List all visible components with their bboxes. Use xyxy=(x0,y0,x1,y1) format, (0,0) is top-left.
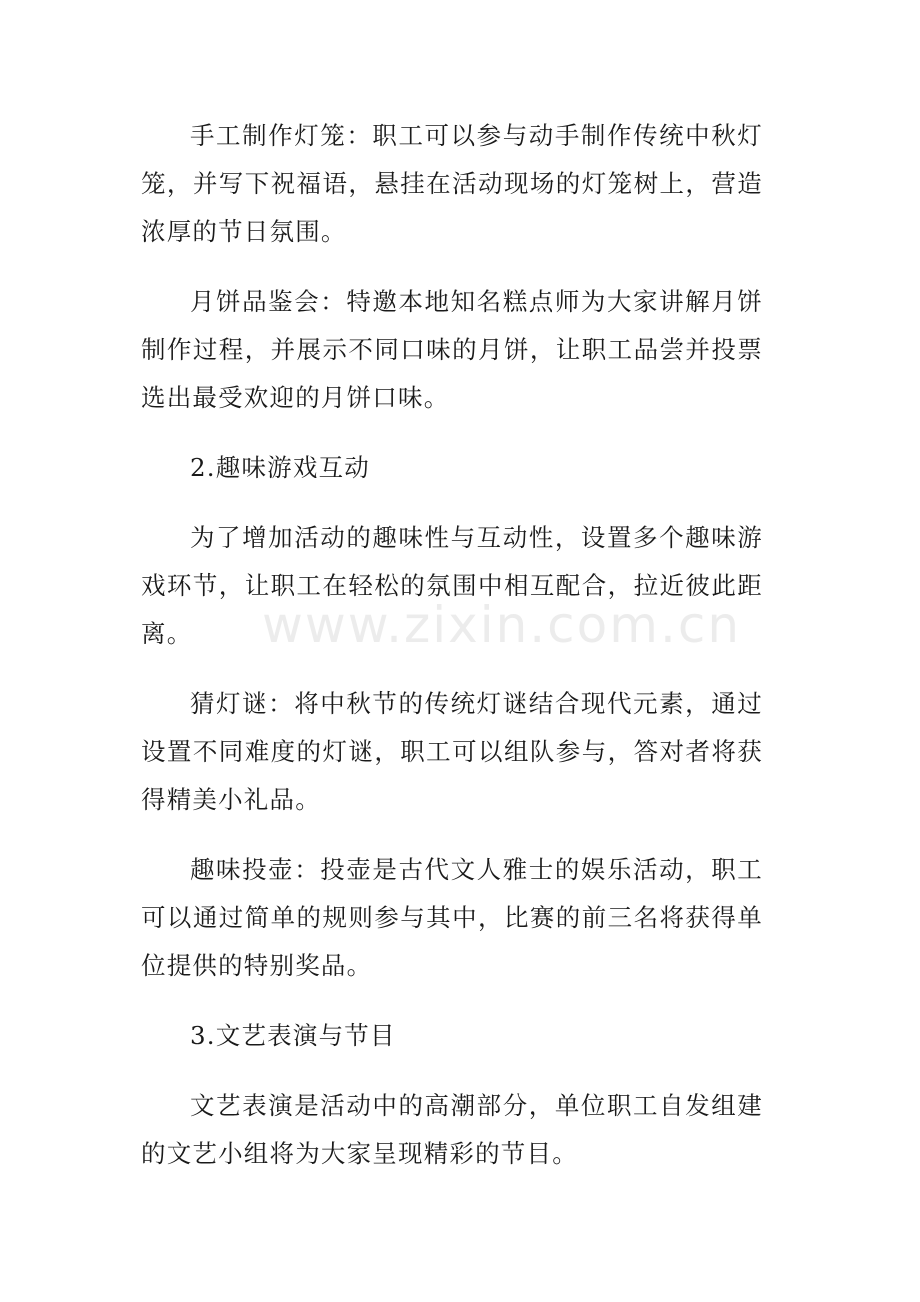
section-heading-games: 2.趣味游戏互动 xyxy=(190,453,370,482)
paragraph-performances: 文艺表演是活动中的高潮部分，单位职工自发组建的文艺小组将为大家呈现精彩的节目。 xyxy=(141,1091,763,1168)
paragraph-lantern-riddles: 猜灯谜：将中秋节的传统灯谜结合现代元素，通过设置不同难度的灯谜，职工可以组队参与，答对者将获得精美小礼品。 xyxy=(141,689,763,814)
paragraph-pitch-pot: 趣味投壶：投壶是古代文人雅士的娱乐活动，职工可以通过简单的规则参与其中，比赛的前三名将获得单位提供的特别奖品。 xyxy=(141,855,763,980)
watermark: www.zixin.com.cn xyxy=(262,596,742,654)
paragraph-games-intro: 为了增加活动的趣味性与互动性，设置多个趣味游戏环节，让职工在轻松的氛围中相互配合，拉近彼此距离。 xyxy=(141,523,763,648)
section-heading-performances: 3.文艺表演与节目 xyxy=(190,1021,396,1050)
paragraph-mooncake-tasting: 月饼品鉴会：特邀本地知名糕点师为大家讲解月饼制作过程，并展示不同口味的月饼，让职工品尝并投票选出最受欢迎的月饼口味。 xyxy=(141,287,763,412)
document-page xyxy=(141,112,763,1200)
paragraph-lantern-making: 手工制作灯笼：职工可以参与动手制作传统中秋灯笼，并写下祝福语，悬挂在活动现场的灯笼树上，营造浓厚的节日氛围。 xyxy=(141,121,763,246)
